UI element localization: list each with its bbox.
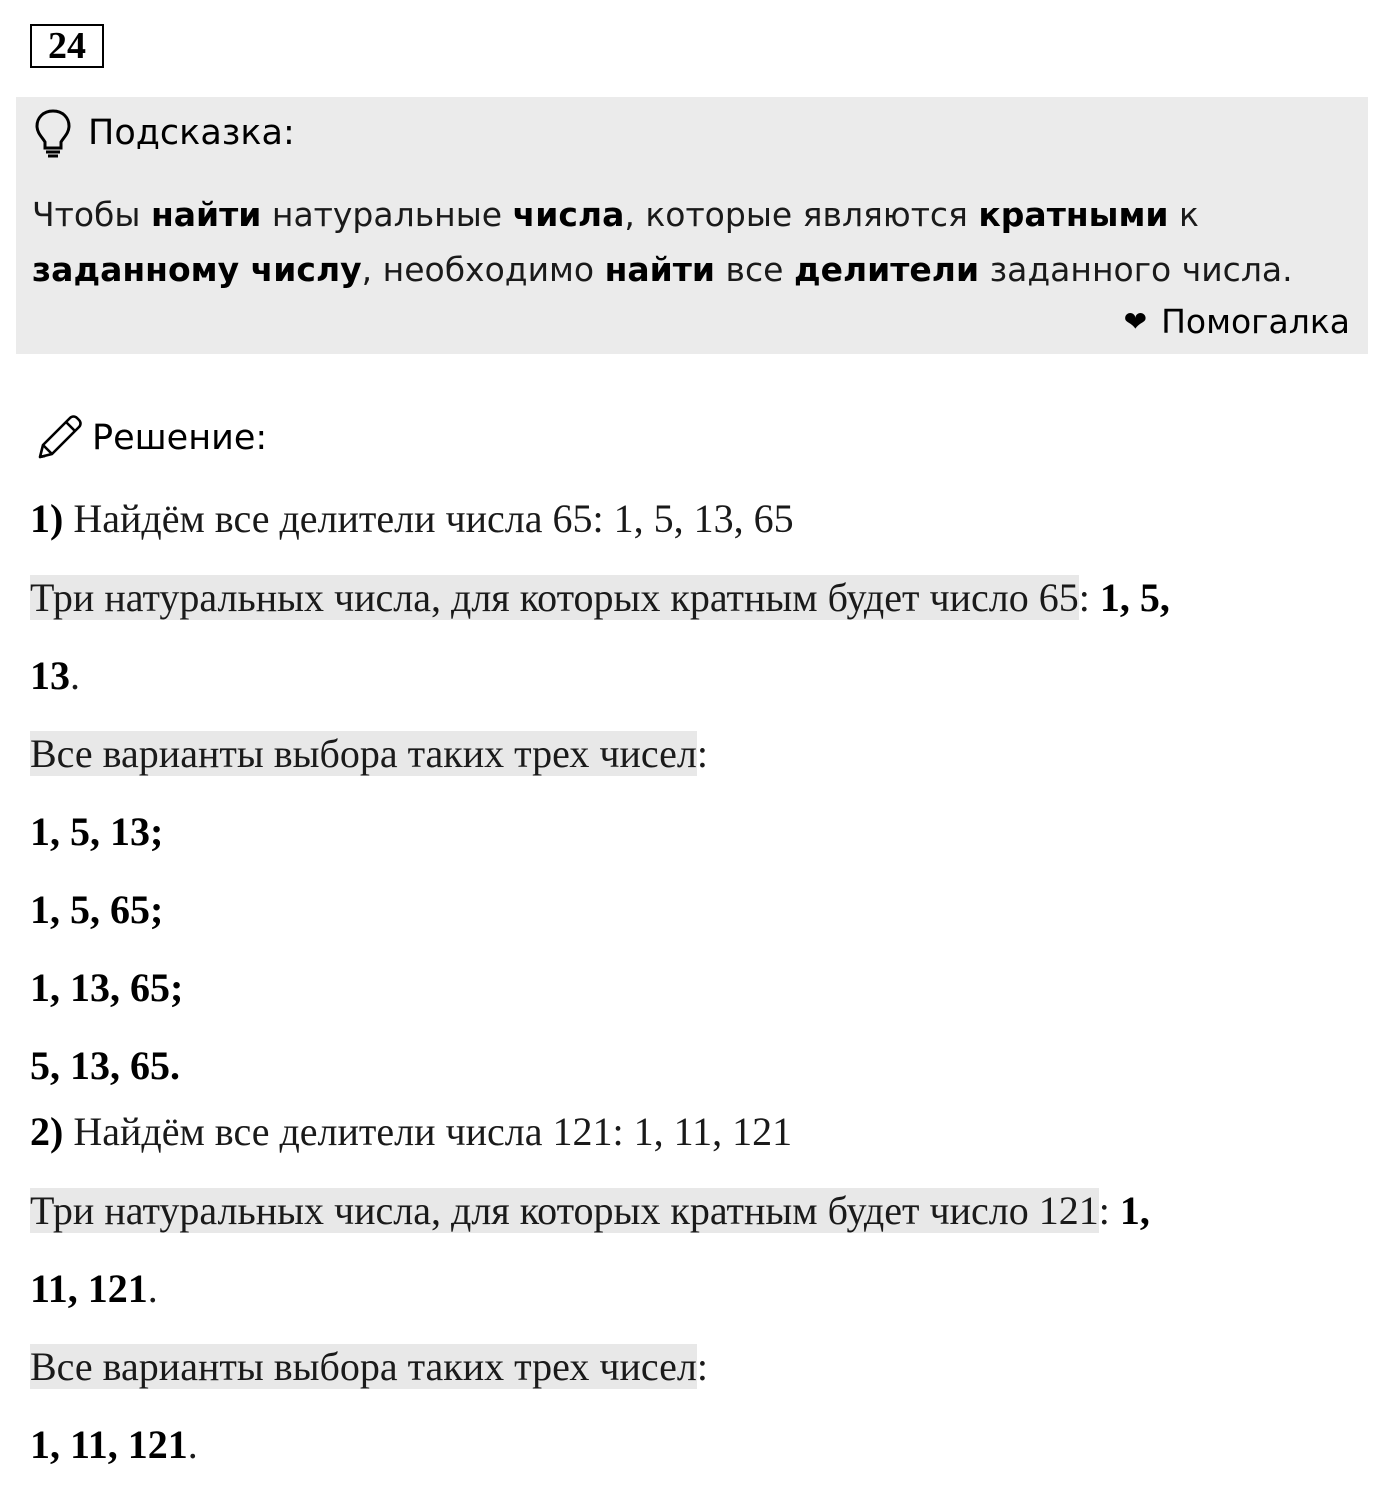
hint-header (32, 107, 295, 159)
hint-text-part: натуральные (261, 195, 513, 234)
part1-variant: 1, 5, 65; (30, 887, 164, 932)
part2-variants-heading (30, 1340, 708, 1394)
part1-variants-colon: : (696, 731, 708, 776)
hint-text-bold: заданному числу (32, 250, 362, 289)
part2-variants-text: Все варианты выбора таких трех чисел (30, 1344, 697, 1389)
brand-link[interactable] (1124, 302, 1350, 341)
part1-variant: 5, 13, 65. (30, 1043, 180, 1088)
hint-text-part: Чтобы (32, 195, 151, 234)
hint-text-part: , которые являются (624, 195, 979, 234)
part1-variants-heading (30, 727, 708, 781)
task-number: 24 (30, 24, 104, 68)
part1-divisors-line (30, 492, 794, 546)
hint-text-part: , необходимо (361, 250, 605, 289)
lightbulb-icon (32, 107, 74, 159)
part1-variants-text: Все варианты выбора таких трех чисел (30, 731, 697, 776)
part1-divisors: Найдём все делители числа 65: 1, 5, 13, 65 (63, 496, 794, 541)
part1-three-text: Три натуральных числа, для которых кратным будет число 65 (30, 575, 1079, 620)
hint-text-bold: числа (512, 195, 625, 234)
heart-icon: ❤ (1123, 305, 1148, 338)
part1-number: 1) (30, 496, 64, 541)
part1-three-line-cont (30, 649, 80, 703)
part1-three-answer: 1, 5, (1099, 575, 1170, 620)
hint-text-part: заданного числа. (979, 250, 1293, 289)
part2-variant: 1, 11, 121 (30, 1422, 188, 1467)
part1-three-answer-cont: 13 (30, 653, 70, 698)
part2-three-colon: : (1098, 1188, 1120, 1233)
hint-text-bold: найти (150, 195, 262, 234)
part1-variant: 1, 13, 65; (30, 965, 184, 1010)
part2-divisors: Найдём все делители числа 121: 1, 11, 121 (63, 1109, 793, 1154)
part1-three-colon: : (1078, 575, 1100, 620)
part2-three-line (30, 1184, 1150, 1238)
hint-text-part: к (1168, 195, 1199, 234)
part1-three-end: . (70, 653, 80, 698)
hint-text-bold: найти (604, 250, 716, 289)
part2-three-text: Три натуральных числа, для которых кратным будет число 121 (30, 1188, 1099, 1233)
hint-text-bold: делители (793, 250, 980, 289)
part1-three-line (30, 571, 1170, 625)
hint-text-bold: кратными (978, 195, 1169, 234)
hint-text-part: все (715, 250, 794, 289)
solution-title: Решение: (92, 418, 268, 458)
hint-box (16, 97, 1368, 354)
part2-variants-colon: : (696, 1344, 708, 1389)
part2-number: 2) (30, 1109, 64, 1154)
part2-variant-line (30, 1418, 198, 1472)
part2-three-end: . (147, 1266, 158, 1311)
part2-variant-end: . (187, 1422, 198, 1467)
brand-label: Помогалка (1161, 302, 1350, 341)
part2-three-answer: 1, (1119, 1188, 1150, 1233)
part1-variant: 1, 5, 13; (30, 809, 164, 854)
hint-text (32, 187, 1362, 297)
solution-header (32, 410, 267, 466)
pencil-icon (32, 411, 86, 465)
part2-three-line-cont (30, 1262, 158, 1316)
part2-three-answer-cont: 11, 121 (30, 1266, 148, 1311)
hint-title: Подсказка: (88, 113, 295, 153)
part2-divisors-line (30, 1105, 792, 1159)
